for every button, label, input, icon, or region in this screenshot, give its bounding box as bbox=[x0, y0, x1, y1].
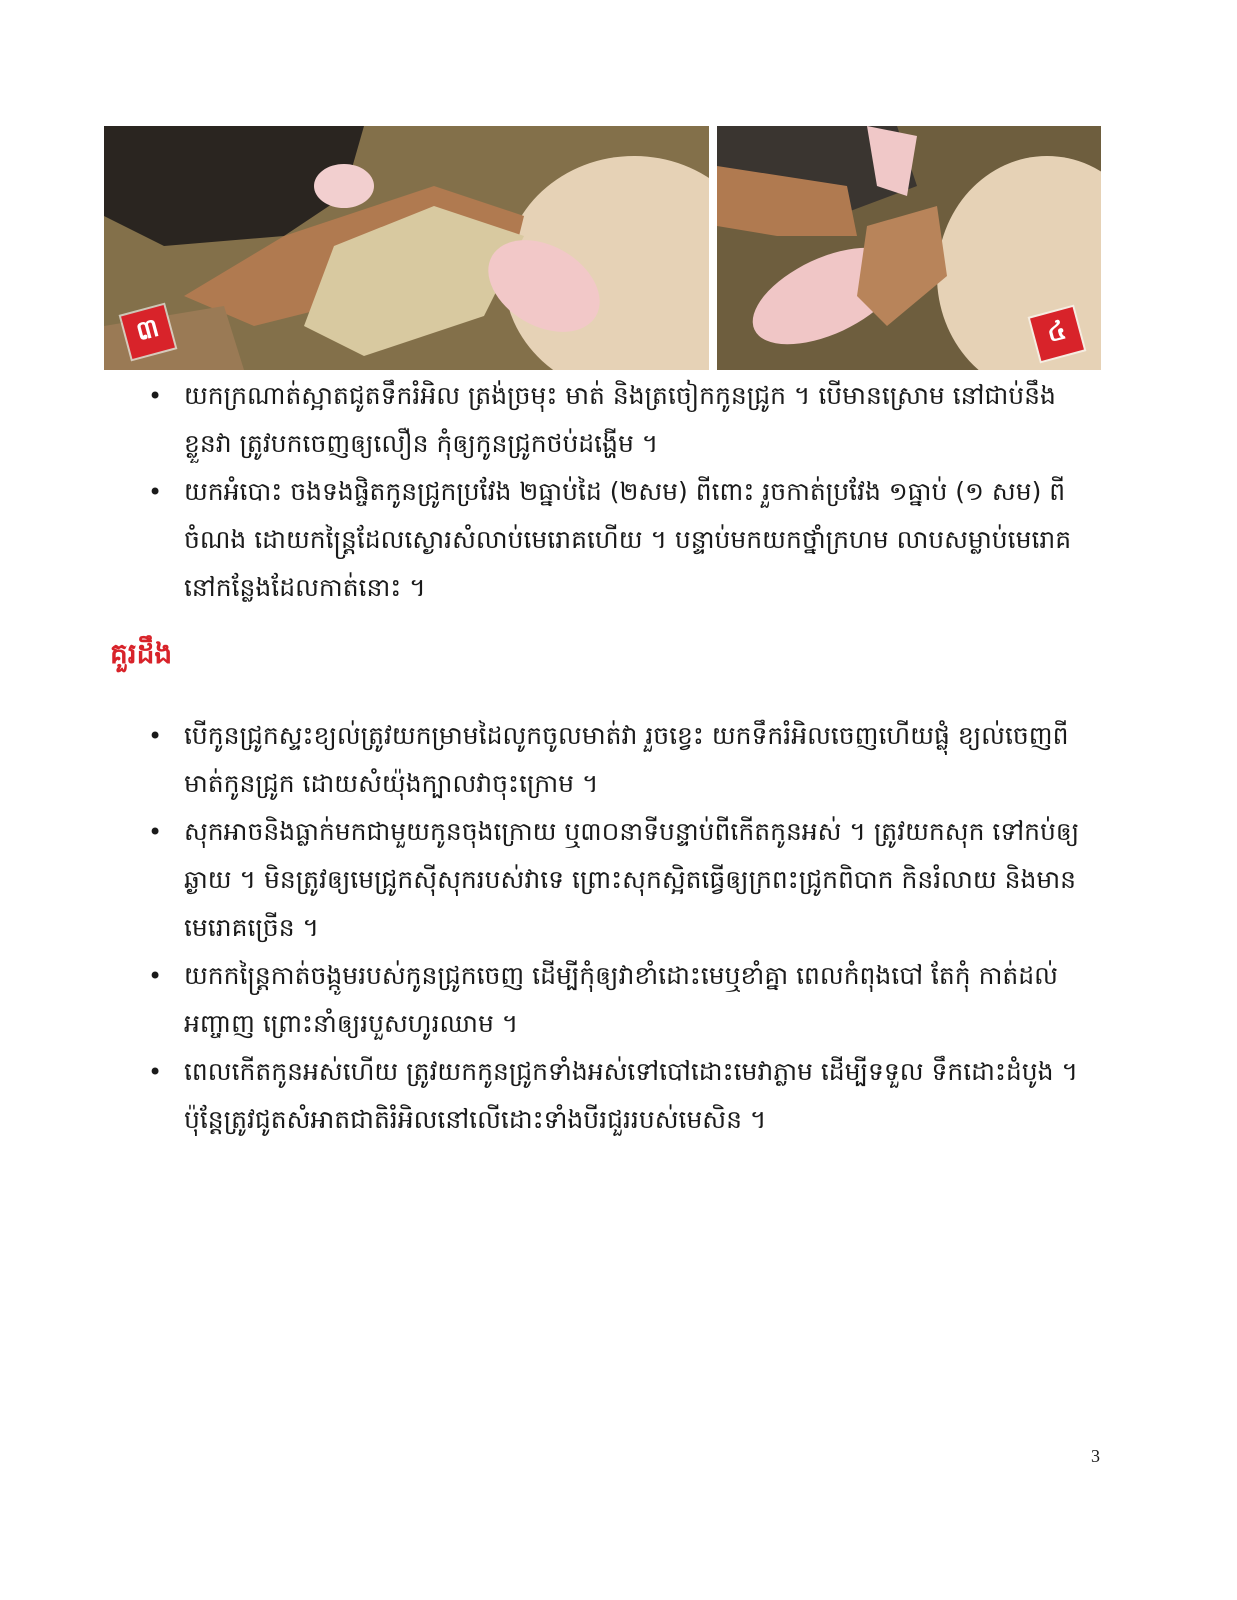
step-badge-4: ៤ bbox=[1030, 307, 1084, 361]
page-number: 3 bbox=[1091, 1446, 1100, 1466]
list-item: • ពេលកើតកូនអស់ហើយ ត្រូវយកកូនជ្រូកទាំងអស់ទៅបៅដោះមេវាភ្លាម ដើម្បីទទួល ទឹកដោះដំបូង ។ ប៉ុន្តែត្រូវជូតសំអាតជាតិរំអិលនៅលើដោះទាំងបីរជួររបស់មេសិន ។ bbox=[148, 1048, 1098, 1144]
procedure-list bbox=[148, 372, 1098, 612]
photo-step-4 bbox=[717, 126, 1101, 370]
photo-step-3 bbox=[104, 126, 709, 370]
list-item: • យកកន្ត្រៃកាត់ចង្កូមរបស់កូនជ្រូកចេញ ដើម្បីកុំឲ្យវាខាំដោះមេឬខាំគ្នា ពេលកំពុងបៅ តែកុំ កាត់ដល់អញ្ចាញ ព្រោះនាំឲ្យរបួសហូរឈាម ។ bbox=[148, 952, 1098, 1048]
list-item: • បើកូនជ្រូកស្ទះខ្យល់ត្រូវយកម្រាមដៃលូកចូលមាត់វា រួចខ្វេះ យកទឹករំអិលចេញហើយផ្លុំ ខ្យល់ចេញពីមាត់កូនជ្រូក ដោយសំយ៉ុងក្បាលវាចុះក្រោម ។ bbox=[148, 712, 1098, 808]
photo-step-3-image bbox=[104, 126, 709, 370]
list-item: • សុកអាចនិងធ្លាក់មកជាមួយកូនចុងក្រោយ ឬ៣០នាទីបន្ទាប់ពីកើតកូនអស់ ។ ត្រូវយកសុក ទៅកប់ឲ្យឆ្ងាយ ។ មិនត្រូវឲ្យមេជ្រូកស៊ីសុករបស់វាទេ ព្រោះសុកស្អិតធ្វើឲ្យក្រពះជ្រូកពិបាក កិនរំលាយ និងមានមេរោគច្រើន ។ bbox=[148, 808, 1098, 952]
section-heading: គួរដឹង bbox=[110, 637, 173, 670]
list-item: • យកអំបោះ ចងទងផ្ចិតកូនជ្រូកប្រវែង ២ធ្នាប់ដៃ (២សម) ពីពោះ រួចកាត់ប្រវែង ១ធ្នាប់ (១ សម) ពីចំណង ដោយកន្ត្រៃដែលស្ងោរសំលាប់មេរោគហើយ ។ បន្ទាប់មកយកថ្នាំក្រហម លាបសម្លាប់មេរោគនៅកន្លែងដែលកាត់នោះ ។ bbox=[148, 468, 1098, 612]
list-item: • យកក្រណាត់ស្អាតជូតទឹករំអិល ត្រង់ច្រមុះ មាត់ និងត្រចៀកកូនជ្រូក ។ បើមានស្រោម នៅជាប់នឹងខ្លួនវា ត្រូវបកចេញឲ្យលឿន កុំឲ្យកូនជ្រូកថប់ដង្ហើម ។ bbox=[148, 372, 1098, 468]
step-badge-3: ៣ bbox=[121, 305, 175, 359]
should-know-list bbox=[148, 712, 1098, 1144]
